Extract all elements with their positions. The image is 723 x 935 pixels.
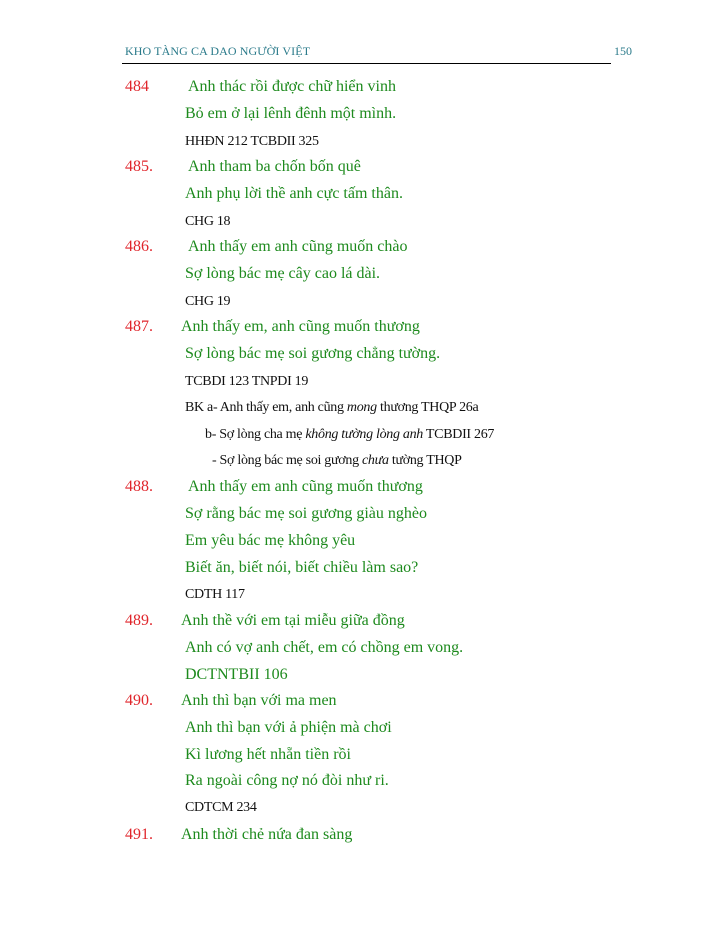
source-reference: TCBDI 123 TNPDI 19 xyxy=(185,374,309,389)
verse-line: Anh thề với em tại miễu giữa đồng xyxy=(181,612,405,629)
verse-line: Kì lương hết nhẵn tiền rồi xyxy=(185,746,351,763)
verse-line: Em yêu bác mẹ không yêu xyxy=(185,532,356,549)
verse-line: Anh thì bạn với ả phiện mà chơi xyxy=(185,719,392,736)
entry-number: 491. xyxy=(125,826,153,843)
source-reference: CHG 18 xyxy=(185,214,231,229)
entry-number: 487. xyxy=(125,318,153,335)
running-header-title: KHO TÀNG CA DAO NGƯỜI VIỆT xyxy=(125,44,311,58)
entry-number: 488. xyxy=(125,478,153,495)
header-divider xyxy=(122,63,611,64)
verse-line: Sợ lòng bác mẹ cây cao lá dài. xyxy=(185,265,381,282)
source-reference: DCTNTBII 106 xyxy=(185,666,288,683)
page-number: 150 xyxy=(614,44,632,58)
verse-line: Ra ngoài công nợ nó đòi như ri. xyxy=(185,772,389,789)
verse-line: Anh tham ba chốn bốn quê xyxy=(188,158,361,175)
verse-line: Sợ lòng bác mẹ soi gương chẳng tường. xyxy=(185,345,441,362)
verse-line: Anh thấy em, anh cũng muốn thương xyxy=(181,318,420,335)
entry-number: 490. xyxy=(125,692,153,709)
verse-line: Anh thấy em anh cũng muốn thương xyxy=(188,478,423,495)
source-reference: CDTH 117 xyxy=(185,587,245,602)
source-reference: CDTCM 234 xyxy=(185,800,257,815)
verse-line: Anh thấy em anh cũng muốn chào xyxy=(188,238,408,255)
source-reference: CHG 19 xyxy=(185,294,231,309)
entry-number: 486. xyxy=(125,238,153,255)
verse-line: Anh thời chẻ nứa đan sàng xyxy=(181,826,353,843)
verse-line: Anh thì bạn với ma men xyxy=(181,692,337,709)
variant-note: - Sợ lòng bác mẹ soi gương chưa tường THQP xyxy=(212,453,462,468)
entry-number: 484 xyxy=(125,78,149,95)
source-reference: HHĐN 212 TCBDII 325 xyxy=(185,134,319,149)
verse-line: Biết ăn, biết nói, biết chiều làm sao? xyxy=(185,559,419,576)
verse-line: Bỏ em ở lại lênh đênh một mình. xyxy=(185,105,397,122)
verse-line: Anh phụ lời thề anh cực tấm thân. xyxy=(185,185,403,202)
verse-line: Anh có vợ anh chết, em có chồng em vong. xyxy=(185,639,464,656)
verse-line: Sợ rằng bác mẹ soi gương giàu nghèo xyxy=(185,505,427,522)
verse-line: Anh thác rồi được chữ hiển vinh xyxy=(188,78,396,95)
entry-number: 485. xyxy=(125,158,153,175)
variant-note: BK a- Anh thấy em, anh cũng mong thương THQP 26a xyxy=(185,400,479,415)
entry-number: 489. xyxy=(125,612,153,629)
variant-note: b- Sợ lòng cha mẹ không tường lòng anh TCBDII 267 xyxy=(205,427,495,442)
